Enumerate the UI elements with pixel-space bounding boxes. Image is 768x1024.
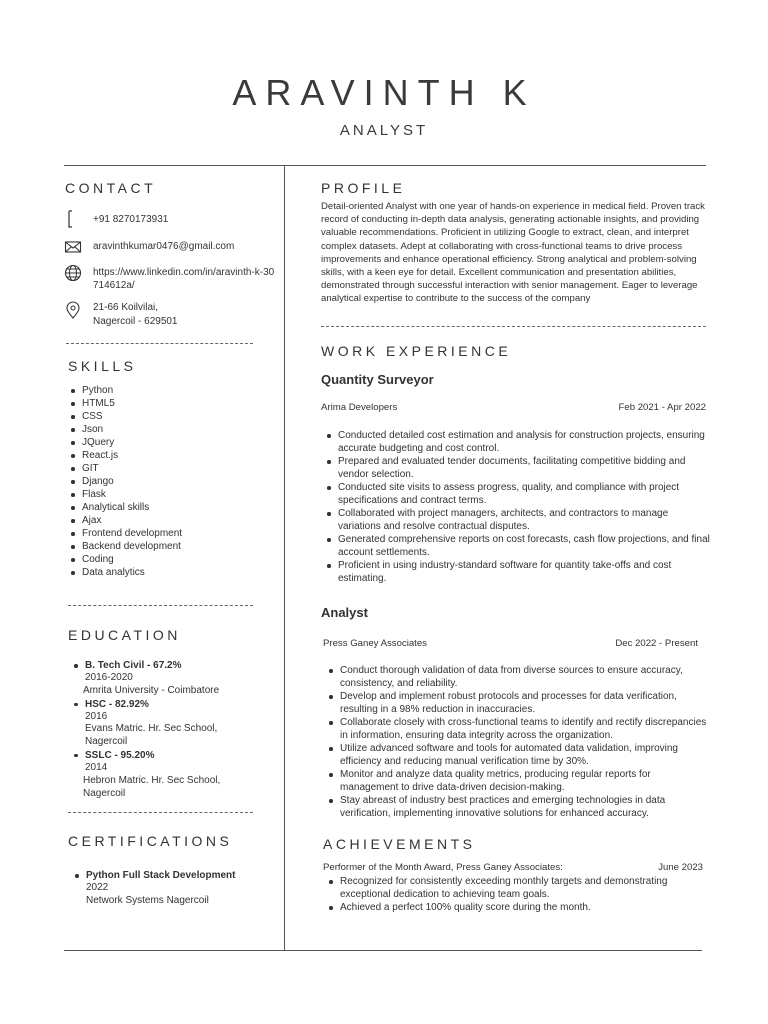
education-years: 2014 <box>85 761 108 773</box>
contact-email <box>64 238 279 256</box>
email-address[interactable]: aravinthkumar0476@gmail.com <box>93 241 235 252</box>
globe-icon <box>64 264 82 282</box>
education-divider <box>68 812 253 813</box>
skill-item: Json <box>68 423 268 436</box>
job-company: Press Ganey Associates <box>323 638 427 649</box>
linkedin-url[interactable]: https://www.linkedin.com/in/aravinth-k-30714612a/ <box>93 267 275 291</box>
profile-divider <box>321 326 706 327</box>
certification-entry <box>72 869 272 908</box>
skill-item: Analytical skills <box>68 501 268 514</box>
job-bullet: Conduct thorough validation of data from diverse sources to ensure accuracy, consistency, and reliability. <box>326 664 710 690</box>
job-bullet: Monitor and analyze data quality metrics, producing regular reports for management to drive data-driven decision-making. <box>326 768 710 794</box>
contact-phone <box>64 210 279 228</box>
education-school-city: Nagercoil <box>83 787 126 799</box>
education-entry <box>71 698 271 749</box>
education-degree: SSLC - 95.20% <box>85 749 155 761</box>
profile-heading: PROFILE <box>321 180 406 196</box>
candidate-name: ARAVINTH K <box>232 72 536 113</box>
skill-item: Flask <box>68 488 268 501</box>
job-bullet: Develop and implement robust protocols and processes for data verification, resulting in a 98% reduction in inaccuracies. <box>326 690 710 716</box>
job-title: Analyst <box>321 605 368 620</box>
certification-year: 2022 <box>86 882 109 893</box>
job-bullet: Proficient in using industry-standard software for quantity take-offs and cost estimating. <box>324 559 710 585</box>
job-meta <box>323 638 698 649</box>
email-icon <box>64 238 82 256</box>
achievement-award <box>323 862 703 873</box>
certifications-list <box>72 869 272 908</box>
education-heading: EDUCATION <box>68 627 181 643</box>
job-bullet: Conducted site visits to assess progress, quality, and compliance with project specifications and contract terms. <box>324 481 710 507</box>
job-dates: Dec 2022 - Present <box>615 638 698 649</box>
education-years: 2016 <box>85 710 108 722</box>
award-date: June 2023 <box>658 862 703 873</box>
education-entry <box>71 749 271 800</box>
award-title: Performer of the Month Award, Press Ganey Associates: <box>323 862 563 873</box>
certification-org: Network Systems Nagercoil <box>86 894 209 906</box>
job-bullet: Utilize advanced software and tools for automated data validation, improving efficiency and reducing manual verification time by 30%. <box>326 742 710 768</box>
job-company: Arima Developers <box>321 402 398 413</box>
job-bullets <box>324 429 710 585</box>
education-entry <box>71 659 271 698</box>
header-divider <box>64 165 706 166</box>
job-bullet: Collaborate closely with cross-functional teams to identify and rectify discrepancies in information, ensuring data integrity across the organization. <box>326 716 710 742</box>
profile-summary: Detail-oriented Analyst with one year of hands-on experience in medical field. Proven track record of conducting in-depth data analysis, generating actionable insights, and providing valuable recommendations. Proficient in utilizing Google to extract, clean, and interpret complex datasets. Adept at collaborating with cross-functional teams to drive process improvements and enhance operational efficiency. Strong analytical and problem-solving skills, with a keen eye for detail. Excellent communication and presentation abilities, demonstrated through successful interaction with senior management. Eager to leverage analytical expertise to contribute to the success of the company <box>321 201 705 305</box>
skill-item: Django <box>68 475 268 488</box>
footer-divider <box>64 950 702 951</box>
education-school: Hebron Matric. Hr. Sec School, <box>83 774 221 786</box>
education-degree: B. Tech Civil - 67.2% <box>85 660 182 671</box>
education-school: Evans Matric. Hr. Sec School, <box>85 723 218 735</box>
education-school-city: Nagercoil <box>85 736 128 748</box>
certification-name: Python Full Stack Development <box>86 870 236 881</box>
job-meta <box>321 402 706 413</box>
work-experience-heading: WORK EXPERIENCE <box>321 343 512 359</box>
skill-item: Frontend development <box>68 527 268 540</box>
education-school: Amrita University - Coimbatore <box>83 684 220 696</box>
achievements-heading: ACHIEVEMENTS <box>323 836 476 852</box>
column-divider <box>284 166 285 951</box>
location-pin-icon <box>64 301 82 319</box>
skill-item: Ajax <box>68 514 268 527</box>
contact-address <box>64 301 279 328</box>
skill-item: JQuery <box>68 436 268 449</box>
phone-icon <box>64 210 82 228</box>
job-bullet: Generated comprehensive reports on cost forecasts, cash flow projections, and final account settlements. <box>324 533 710 559</box>
achievement-bullet: Recognized for consistently exceeding monthly targets and demonstrating exceptional dedication to achieving team goals. <box>326 875 706 901</box>
skills-divider <box>68 605 253 606</box>
address-text <box>93 301 178 328</box>
achievement-bullets <box>326 875 706 914</box>
skill-item: Coding <box>68 553 268 566</box>
skills-list <box>68 384 268 579</box>
skill-item: CSS <box>68 410 268 423</box>
address-line-1: 21-66 Koilvilai, <box>93 302 159 313</box>
address-line-2: Nagercoil - 629501 <box>93 316 178 327</box>
job-bullets <box>326 664 710 820</box>
contact-heading: CONTACT <box>65 180 157 196</box>
job-bullet: Prepared and evaluated tender documents, facilitating competitive bidding and vendor selection. <box>324 455 710 481</box>
skills-heading: SKILLS <box>68 358 137 374</box>
contact-linkedin <box>64 264 279 292</box>
education-list <box>71 659 271 800</box>
job-dates: Feb 2021 - Apr 2022 <box>618 402 706 413</box>
skill-item: HTML5 <box>68 397 268 410</box>
job-bullet: Conducted detailed cost estimation and analysis for construction projects, ensuring accurate budgeting and cost control. <box>324 429 710 455</box>
job-bullet: Collaborated with project managers, architects, and contractors to manage variations and resolve contractual disputes. <box>324 507 710 533</box>
skill-item: GIT <box>68 462 268 475</box>
job-title: Quantity Surveyor <box>321 372 434 387</box>
achievement-bullet: Achieved a perfect 100% quality score during the month. <box>326 901 706 914</box>
education-years: 2016-2020 <box>85 672 133 683</box>
skill-item: React.js <box>68 449 268 462</box>
education-degree: HSC - 82.92% <box>85 698 149 710</box>
skill-item: Backend development <box>68 540 268 553</box>
skill-item: Data analytics <box>68 566 268 579</box>
skill-item: Python <box>68 384 268 397</box>
job-bullet: Stay abreast of industry best practices and emerging technologies in data verification, implementing innovative solutions for enhanced accuracy. <box>326 794 710 820</box>
phone-number: +91 8270173931 <box>93 214 169 225</box>
certifications-heading: CERTIFICATIONS <box>68 833 233 849</box>
contact-divider <box>66 343 253 344</box>
candidate-title: ANALYST <box>339 122 429 139</box>
